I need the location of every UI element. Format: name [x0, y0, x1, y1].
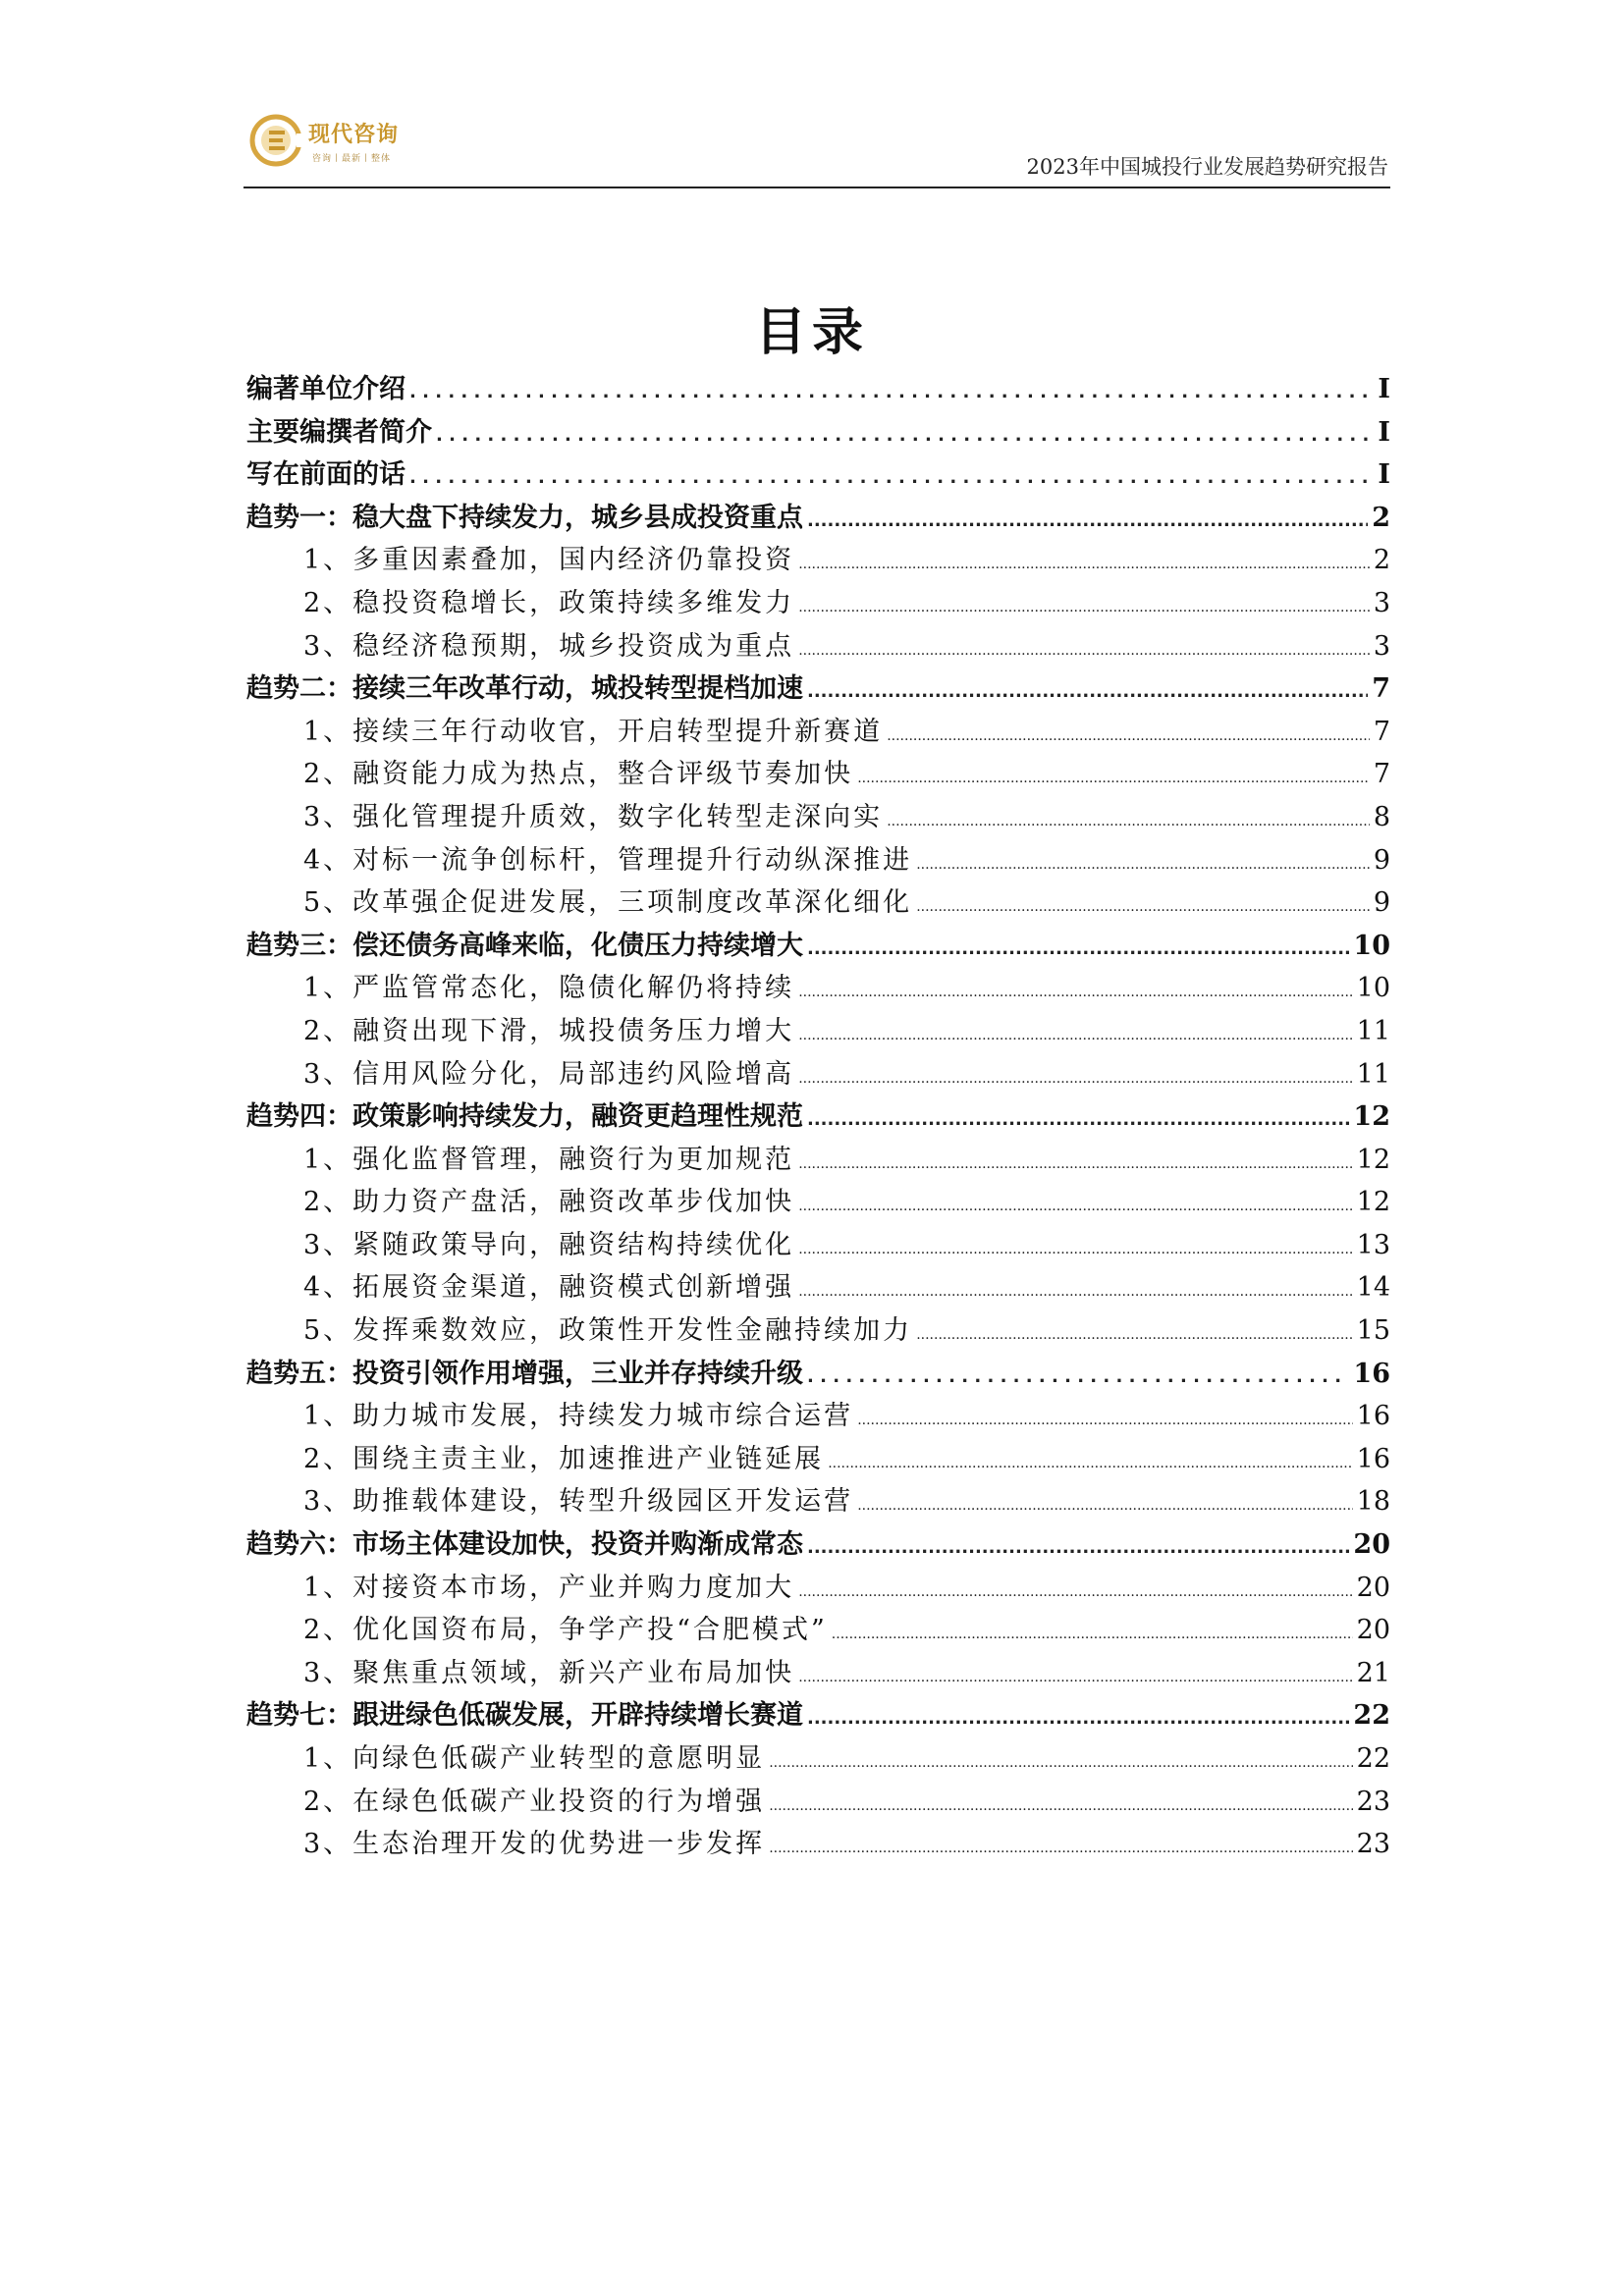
toc-entry-title: 1、助力城市发展，持续发力城市综合运营: [303, 1401, 854, 1432]
toc-leader-dots: [916, 1314, 1352, 1358]
toc-leader-dots: [798, 1186, 1352, 1229]
toc-chapter-entry[interactable]: [246, 1523, 1390, 1567]
toc-leader-dots: [769, 1828, 1352, 1871]
toc-entry-title: 主要编撰者简介: [246, 416, 432, 448]
toc-entry-title: 写在前面的话: [246, 459, 406, 491]
toc-leader-dots: [807, 670, 1368, 714]
toc-section-entry[interactable]: [246, 1823, 1390, 1866]
toc-chapter-entry[interactable]: [246, 497, 1390, 540]
toc-entry-title: 2、围绕主责主业，加速推进产业链延展: [303, 1443, 825, 1474]
toc-page-number: 23: [1356, 1829, 1390, 1860]
toc-leader-dots: [916, 886, 1370, 930]
toc-page-number: 7: [1373, 759, 1390, 790]
toc-section-entry[interactable]: [246, 711, 1390, 754]
toc-title: 目录: [754, 303, 869, 362]
toc-chapter-entry[interactable]: [246, 454, 1390, 497]
toc-page-number: 14: [1356, 1272, 1390, 1304]
toc-page-number: 7: [1372, 673, 1390, 705]
toc-section-entry[interactable]: [246, 1781, 1390, 1824]
toc-entry-title: 趋势六：市场主体建设加快，投资并购渐成常态: [246, 1529, 803, 1561]
toc-page-number: 10: [1353, 930, 1390, 961]
toc-leader-dots: [887, 716, 1370, 759]
toc-entry-title: 2、融资能力成为热点，整合评级节奏加快: [303, 759, 854, 790]
toc-page-number: 7: [1373, 716, 1390, 747]
toc-entry-title: 3、生态治理开发的优势进一步发挥: [303, 1829, 766, 1860]
toc-page-number: 12: [1353, 1101, 1390, 1133]
toc-entry-title: 2、优化国资布局，争学产投“合肥模式”: [303, 1615, 828, 1646]
toc-leader-dots: [798, 1271, 1352, 1314]
toc-section-entry[interactable]: [246, 1567, 1390, 1610]
toc-chapter-entry[interactable]: [246, 925, 1390, 968]
toc-section-entry[interactable]: [246, 1309, 1390, 1353]
toc-entry-title: 4、拓展资金渠道，融资模式创新增强: [303, 1272, 795, 1304]
toc-leader-dots: [807, 1356, 1349, 1399]
toc-page-number: 12: [1356, 1187, 1390, 1218]
toc-leader-dots: [798, 1058, 1352, 1101]
toc-section-entry[interactable]: [246, 1652, 1390, 1695]
toc-leader-dots: [916, 844, 1370, 887]
toc-page-number: 12: [1356, 1144, 1390, 1175]
toc-entry-title: 编著单位介绍: [246, 374, 406, 404]
toc-entry-title: 3、助推载体建设，转型升级园区开发运营: [303, 1486, 854, 1518]
toc-page-number: 20: [1356, 1572, 1390, 1603]
toc-entry-title: 1、向绿色低碳产业转型的意愿明显: [303, 1743, 766, 1774]
toc-leader-dots: [807, 1697, 1349, 1740]
toc-section-entry[interactable]: [246, 1266, 1390, 1309]
toc-entry-title: 2、融资出现下滑，城投债务压力增大: [303, 1015, 795, 1046]
toc-section-entry[interactable]: [246, 1609, 1390, 1652]
toc-entry-title: 1、对接资本市场，产业并购力度加大: [303, 1572, 795, 1603]
toc-page-number: 11: [1356, 1015, 1390, 1046]
toc-leader-dots: [857, 1400, 1352, 1443]
toc-page-number: 22: [1356, 1743, 1390, 1774]
toc-chapter-entry[interactable]: [246, 368, 1390, 411]
toc-leader-dots: [798, 630, 1370, 673]
toc-leader-dots: [807, 500, 1368, 543]
toc-entry-title: 2、助力资产盘活，融资改革步伐加快: [303, 1187, 795, 1218]
toc-page-number: 16: [1356, 1401, 1390, 1432]
toc-chapter-entry[interactable]: [246, 1353, 1390, 1396]
toc-leader-dots: [409, 371, 1374, 414]
toc-section-entry[interactable]: [246, 796, 1390, 839]
toc-leader-dots: [832, 1614, 1353, 1657]
toc-section-entry[interactable]: [246, 1053, 1390, 1096]
toc-entry-title: 1、强化监督管理，融资行为更加规范: [303, 1144, 795, 1175]
toc-section-entry[interactable]: [246, 753, 1390, 796]
toc-section-entry[interactable]: [246, 1480, 1390, 1523]
toc-leader-dots: [807, 1526, 1349, 1570]
toc-page-number: 21: [1356, 1657, 1390, 1688]
toc-leader-dots: [798, 544, 1370, 587]
report-title: 2023年中国城投行业发展趋势研究报告: [1026, 155, 1388, 179]
toc-chapter-entry[interactable]: [246, 1694, 1390, 1737]
toc-section-entry[interactable]: [246, 1139, 1390, 1182]
toc-page-number: 22: [1353, 1700, 1390, 1732]
toc-section-entry[interactable]: [246, 625, 1390, 668]
toc-leader-dots: [769, 1786, 1352, 1829]
toc-page-number: 16: [1356, 1443, 1390, 1474]
toc-entry-title: 趋势七：跟进绿色低碳发展，开辟持续增长赛道: [246, 1700, 803, 1732]
toc-entry-title: 趋势四：政策影响持续发力，融资更趋理性规范: [246, 1101, 803, 1133]
toc-entry-title: 趋势五：投资引领作用增强，三业并存持续升级: [246, 1358, 803, 1389]
toc-leader-dots: [798, 1229, 1352, 1272]
toc-page-number: 9: [1373, 887, 1390, 919]
toc-entry-title: 趋势一：稳大盘下持续发力，城乡县成投资重点: [246, 502, 803, 533]
toc-leader-dots: [798, 1144, 1352, 1187]
toc-page-number: 11: [1356, 1058, 1390, 1090]
toc-section-entry[interactable]: [246, 1181, 1390, 1224]
toc-leader-dots: [798, 1015, 1352, 1058]
page-header: [244, 106, 1390, 188]
toc-page-number: 23: [1356, 1786, 1390, 1817]
toc-page-number: 2: [1372, 502, 1390, 533]
toc-entry-title: 1、接续三年行动收官，开启转型提升新赛道: [303, 716, 884, 747]
toc-section-entry[interactable]: [246, 839, 1390, 882]
toc-leader-dots: [887, 801, 1370, 844]
toc-page-number: 3: [1373, 630, 1390, 662]
toc-page-number: 13: [1356, 1229, 1390, 1260]
toc-page-number: 16: [1353, 1358, 1390, 1389]
toc-entry-title: 趋势二：接续三年改革行动，城投转型提档加速: [246, 673, 803, 705]
toc-page-number: I: [1378, 459, 1390, 491]
toc-entry-title: 3、强化管理提升质效，数字化转型走深向实: [303, 801, 884, 832]
toc-entry-title: 趋势三：偿还债务高峰来临，化债压力持续增大: [246, 930, 803, 961]
toc-page-number: 15: [1356, 1315, 1390, 1347]
toc-section-entry[interactable]: [246, 1010, 1390, 1053]
toc-leader-dots: [857, 1485, 1352, 1528]
toc-entry-title: 2、在绿色低碳产业投资的行为增强: [303, 1786, 766, 1817]
toc-entry-title: 3、稳经济稳预期，城乡投资成为重点: [303, 630, 795, 662]
toc-entry-title: 2、稳投资稳增长，政策持续多维发力: [303, 587, 795, 618]
company-logo: [244, 112, 430, 171]
toc-leader-dots: [769, 1742, 1352, 1786]
toc-entry-title: 3、紧随政策导向，融资结构持续优化: [303, 1229, 795, 1260]
toc-entry-title: 3、信用风险分化，局部违约风险增高: [303, 1058, 795, 1090]
toc-page-number: 20: [1356, 1615, 1390, 1646]
logo-icon: [249, 114, 302, 167]
toc-page-number: 3: [1373, 587, 1390, 618]
toc-page-number: 2: [1373, 545, 1390, 576]
toc-page-number: 20: [1353, 1529, 1390, 1561]
toc-entry-title: 3、聚焦重点领域，新兴产业布局加快: [303, 1657, 795, 1688]
toc-entry-title: 5、改革强企促进发展，三项制度改革深化细化: [303, 887, 913, 919]
logo-name: 现代咨询: [308, 123, 400, 147]
toc-section-entry[interactable]: [246, 1737, 1390, 1781]
toc-page-number: I: [1378, 416, 1390, 448]
toc-leader-dots: [798, 1657, 1352, 1700]
toc-page-number: I: [1378, 374, 1390, 404]
toc-leader-dots: [828, 1443, 1352, 1486]
toc-leader-dots: [807, 1098, 1349, 1142]
toc-entry-title: 4、对标一流争创标杆，管理提升行动纵深推进: [303, 844, 913, 876]
toc-entry-title: 1、严监管常态化，隐债化解仍将持续: [303, 973, 795, 1004]
toc-leader-dots: [857, 758, 1370, 801]
toc-section-entry[interactable]: [246, 582, 1390, 625]
toc-leader-dots: [409, 456, 1374, 500]
toc-entry-title: 5、发挥乘数效应，政策性开发性金融持续加力: [303, 1315, 913, 1347]
toc-section-entry[interactable]: [246, 1438, 1390, 1481]
toc-page-number: 9: [1373, 844, 1390, 876]
toc-section-entry[interactable]: [246, 539, 1390, 582]
toc-leader-dots: [798, 972, 1352, 1015]
toc-section-entry[interactable]: [246, 881, 1390, 925]
toc-entry-title: 1、多重因素叠加，国内经济仍靠投资: [303, 545, 795, 576]
table-of-contents: [246, 368, 1390, 1866]
toc-leader-dots: [798, 587, 1370, 630]
toc-leader-dots: [798, 1572, 1352, 1615]
toc-page-number: 10: [1356, 973, 1390, 1004]
toc-chapter-entry[interactable]: [246, 1095, 1390, 1139]
toc-leader-dots: [436, 414, 1374, 457]
toc-page-number: 8: [1373, 801, 1390, 832]
toc-section-entry[interactable]: [246, 1395, 1390, 1438]
logo-tagline: 咨询丨最新丨整体: [312, 154, 392, 164]
toc-page-number: 18: [1356, 1486, 1390, 1518]
toc-section-entry[interactable]: [246, 967, 1390, 1010]
toc-chapter-entry[interactable]: [246, 411, 1390, 454]
toc-leader-dots: [807, 928, 1349, 971]
toc-chapter-entry[interactable]: [246, 667, 1390, 711]
toc-section-entry[interactable]: [246, 1224, 1390, 1267]
